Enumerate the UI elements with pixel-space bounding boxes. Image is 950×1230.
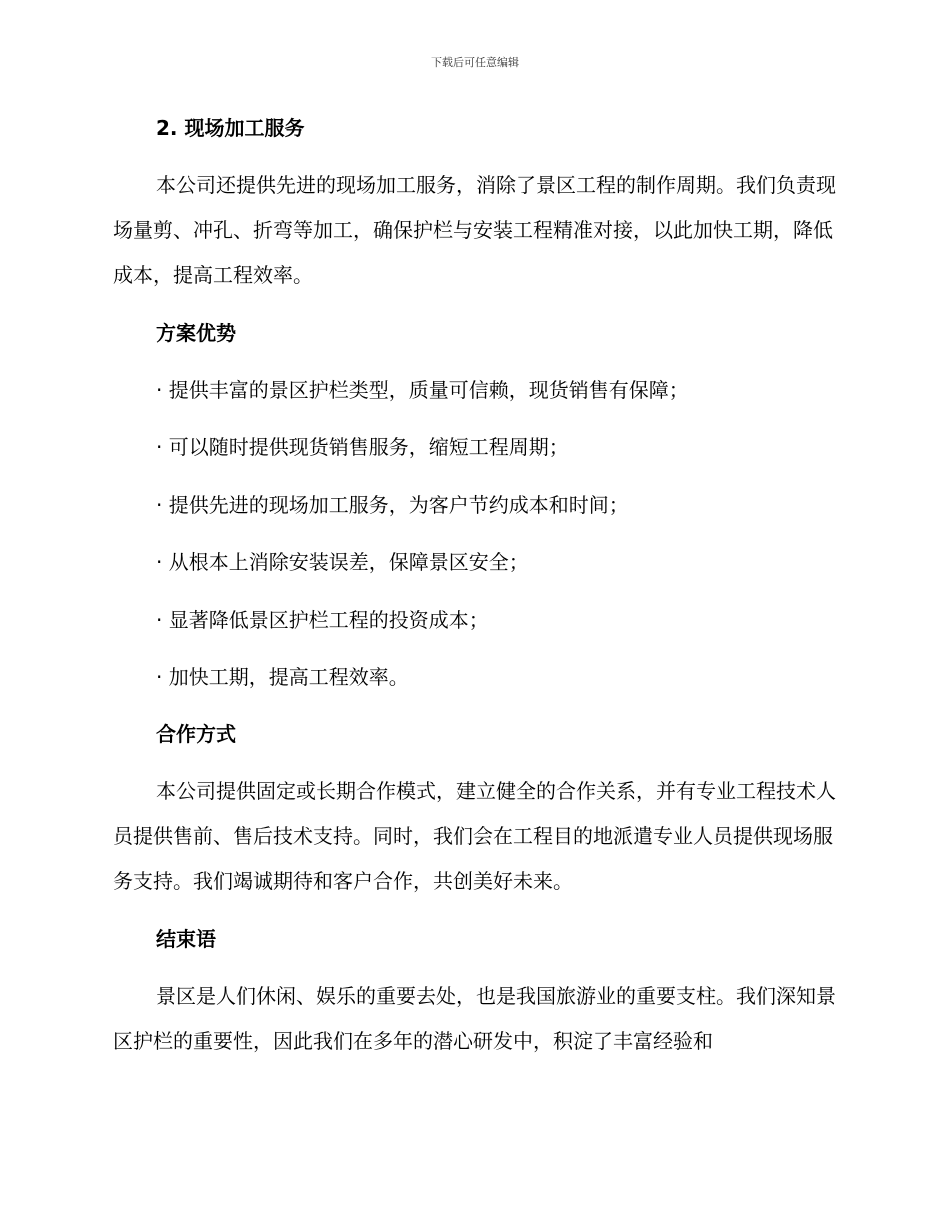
header-note: 下载后可任意编辑 [431, 56, 519, 69]
section-heading-advantages: 方案优势 [156, 321, 236, 345]
conclusion-paragraph: 景区是人们休闲、娱乐的重要去处，也是我国旅游业的重要支柱。我们深知景区护栏的重要性，因此我们在多年的潜心研发中，积淀了丰富经验和 [113, 984, 836, 1053]
onsite-processing-paragraph: 本公司还提供先进的现场加工服务，消除了景区工程的制作周期。我们负责现场量剪、冲孔、折弯等加工，确保护栏与安装工程精准对接，以此加快工期，降低成本，提高工程效率。 [113, 173, 836, 287]
advantage-item: · 显著降低景区护栏工程的投资成本； [156, 608, 489, 632]
advantage-item: · 加快工期，提高工程效率。 [156, 665, 409, 689]
cooperation-paragraph: 本公司提供固定或长期合作模式，建立健全的合作关系，并有专业工程技术人员提供售前、售后技术支持。同时，我们会在工程目的地派遣专业人员提供现场服务支持。我们竭诚期待和客户合作，共创美好未来。 [113, 779, 836, 893]
advantage-item: · 提供丰富的景区护栏类型，质量可信赖，现货销售有保障； [156, 378, 689, 402]
section-heading-onsite-processing: 2. 现场加工服务 [156, 116, 305, 140]
advantage-item: · 从根本上消除安装误差，保障景区安全； [156, 550, 529, 574]
section-heading-conclusion: 结束语 [156, 927, 216, 951]
advantage-item: · 可以随时提供现货销售服务，缩短工程周期； [156, 435, 569, 459]
section-heading-cooperation: 合作方式 [156, 722, 236, 746]
advantage-item: · 提供先进的现场加工服务，为客户节约成本和时间； [156, 493, 629, 517]
